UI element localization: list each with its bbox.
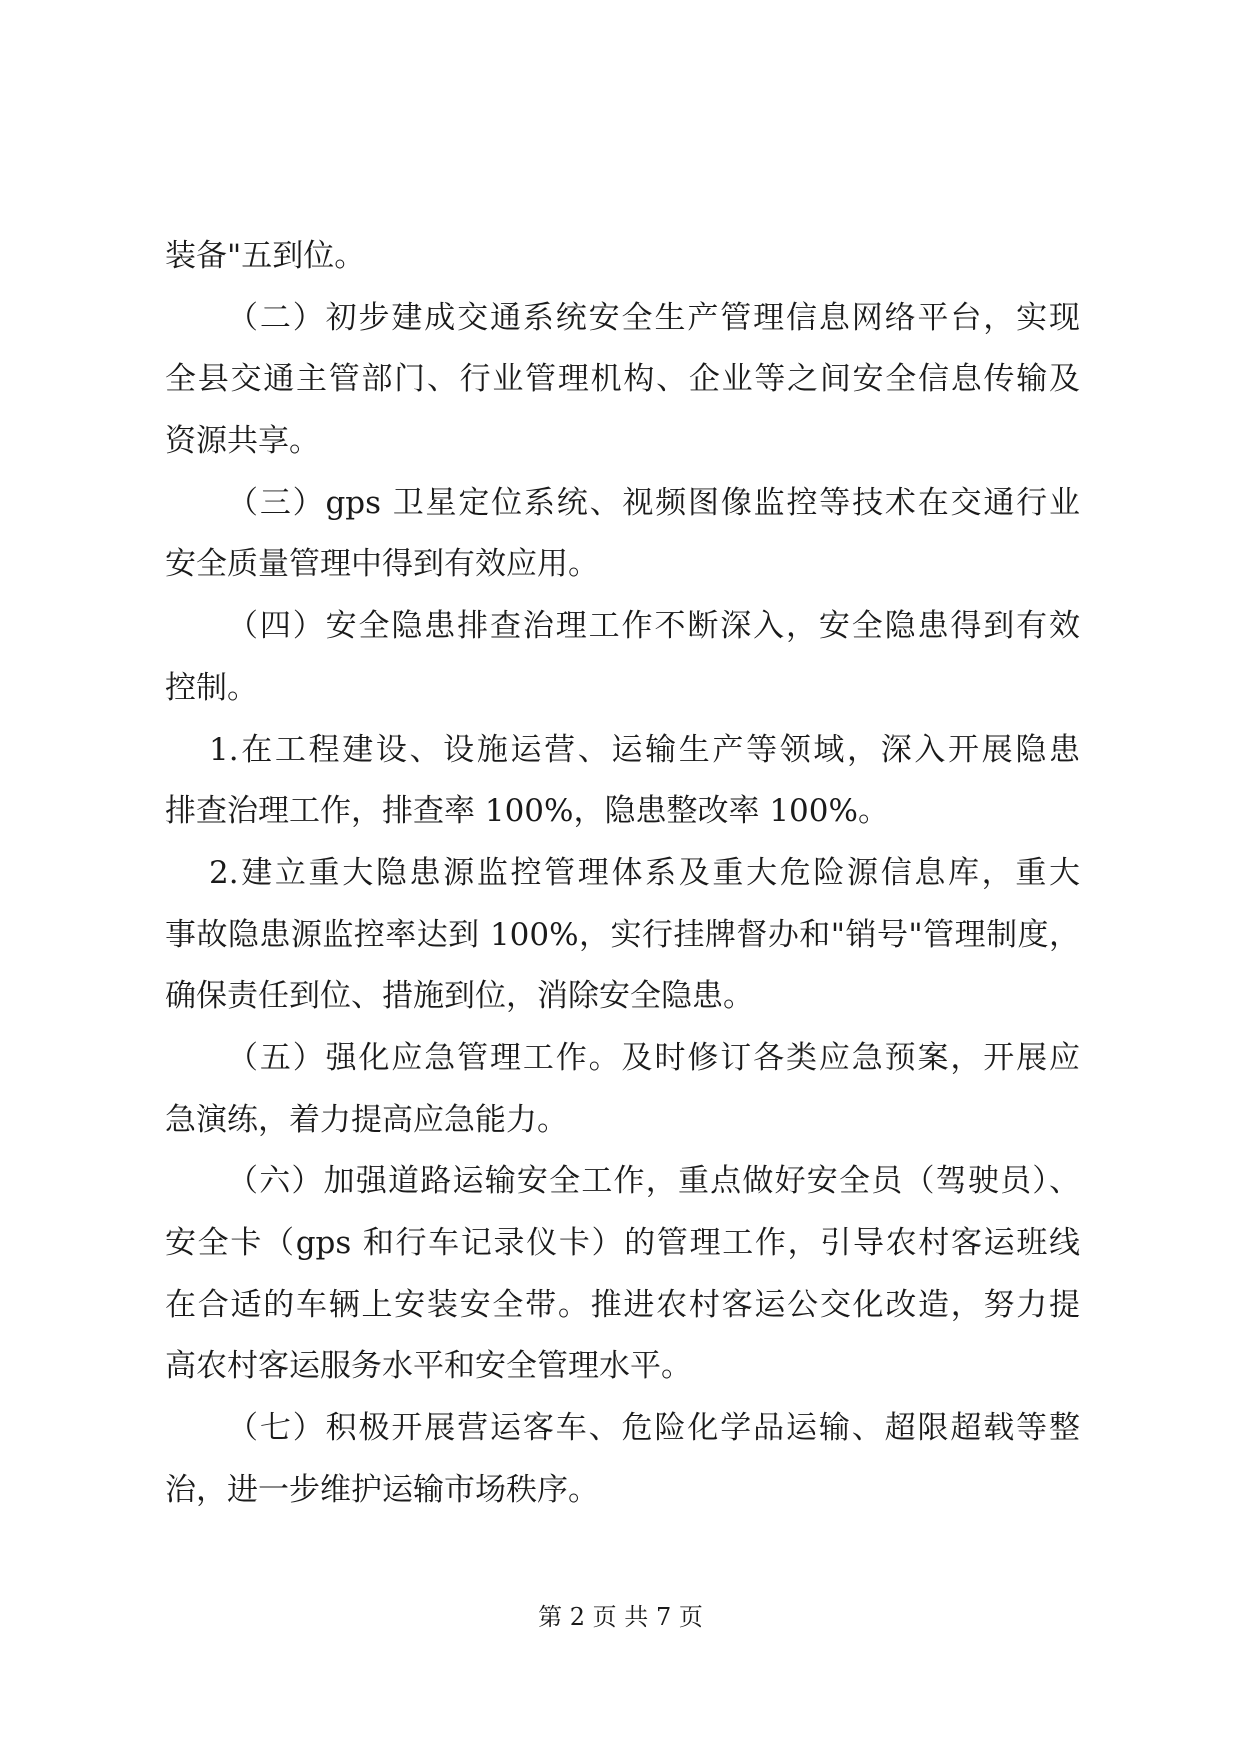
text-line-12: 事故隐患源监控率达到 100%，实行挂牌督办和"销号"管理制度，	[165, 916, 1080, 953]
text-line-6: 安全质量管理中得到有效应用。	[165, 546, 599, 583]
text-line-1: 装备"五到位。	[165, 238, 366, 274]
page-footer	[0, 1602, 1241, 1632]
text-line-2: （二）初步建成交通系统安全生产管理信息网络平台，实现	[227, 299, 1080, 336]
text-line-21: 治，进一步维护运输市场秩序。	[165, 1471, 599, 1508]
text-line-4: 资源共享。	[165, 423, 320, 460]
text-line-9: 1.在工程建设、设施运营、运输生产等领域，深入开展隐患	[209, 731, 1080, 768]
text-line-18: 在合适的车辆上安装安全带。推进农村客运公交化改造，努力提	[165, 1286, 1080, 1323]
text-line-7: （四）安全隐患排查治理工作不断深入，安全隐患得到有效	[227, 608, 1080, 645]
text-line-19: 高农村客运服务水平和安全管理水平。	[165, 1348, 692, 1385]
text-line-11: 2.建立重大隐患源监控管理体系及重大危险源信息库，重大	[209, 854, 1080, 891]
document-body	[165, 226, 1080, 1521]
text-line-17: 安全卡（gps 和行车记录仪卡）的管理工作，引导农村客运班线	[165, 1225, 1080, 1261]
text-line-5: （三）gps 卫星定位系统、视频图像监控等技术在交通行业	[227, 484, 1080, 521]
text-line-10: 排查治理工作，排查率 100%，隐患整改率 100%。	[165, 793, 889, 830]
text-line-15: 急演练，着力提高应急能力。	[165, 1101, 568, 1138]
text-line-20: （七）积极开展营运客车、危险化学品运输、超限超载等整	[227, 1410, 1080, 1447]
text-line-3: 全县交通主管部门、行业管理机构、企业等之间安全信息传输及	[165, 361, 1080, 398]
page-number-label: 第 2 页 共 7 页	[538, 1603, 703, 1631]
text-line-14: （五）强化应急管理工作。及时修订各类应急预案，开展应	[227, 1039, 1080, 1076]
text-line-8: 控制。	[165, 669, 258, 706]
text-line-16: （六）加强道路运输安全工作，重点做好安全员（驾驶员）、	[227, 1163, 1080, 1200]
text-line-13: 确保责任到位、措施到位，消除安全隐患。	[165, 978, 754, 1015]
